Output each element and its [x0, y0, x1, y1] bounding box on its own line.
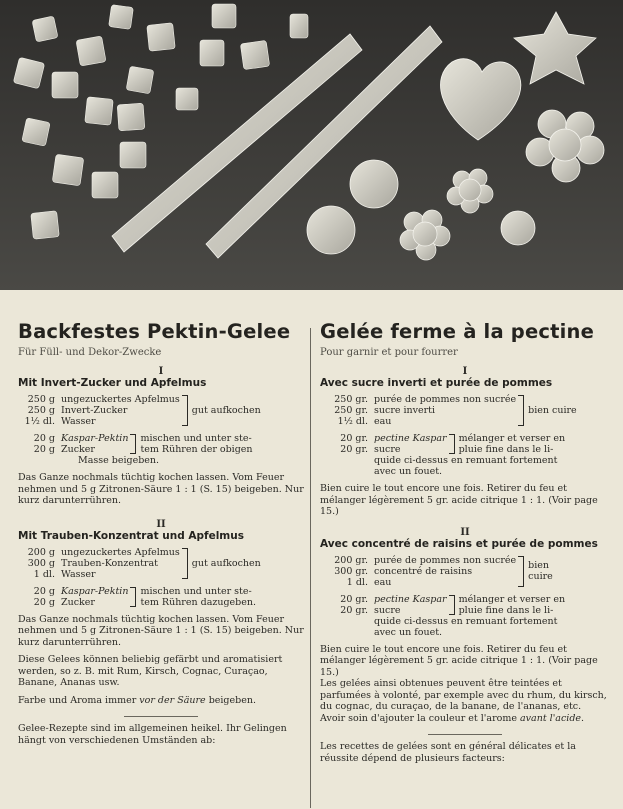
german-subtitle: Für Füll- und Dekor-Zwecke [18, 347, 162, 358]
brace [518, 556, 524, 587]
instruction-line: bien [528, 560, 550, 571]
ingredient: purée de pommes non sucrée [374, 554, 517, 566]
recipe-page [0, 290, 623, 809]
french-part2-text: Bien cuire le tout encore une fois. Retirer du feu et mélanger légèrement 5 gr. acide citrique 1 : 1. (Voir page 15.) [320, 643, 598, 678]
qty: 1 dl. [346, 576, 368, 588]
note-emphasis: avant l'acide. [520, 712, 585, 724]
german-part1-number: I [158, 366, 164, 377]
instruction-line: pluie fine dans le li- [458, 444, 554, 455]
french-color-note [320, 713, 610, 725]
qty: 20 gr. [340, 433, 368, 444]
german-color-note [18, 695, 304, 707]
german-part1-ingredients-a [18, 394, 304, 427]
ingredient: Trauben-Konzentrat [61, 557, 158, 569]
german-part2-number: II [156, 518, 166, 530]
qty: 1 dl. [33, 568, 55, 580]
french-subtitle: Pour garnir et pour fourrer [320, 347, 458, 358]
french-part1-heading: Avec sucre inverti et purée de pommes [320, 377, 553, 389]
qty: 250 g [27, 394, 55, 405]
brace [130, 434, 136, 454]
instruction-line: pluie fine dans le li- [458, 604, 554, 616]
german-title: Backfestes Pektin-Gelee [18, 320, 291, 343]
brace [182, 395, 188, 426]
ingredient: Zucker [61, 596, 95, 608]
brace [449, 595, 455, 615]
ingredient: ungezuckertes Apfelmus [61, 546, 180, 558]
instruction: gut aufkochen [191, 405, 261, 416]
ingredient: ungezuckertes Apfelmus [61, 394, 180, 405]
german-aroma-text: Diese Gelees können beliebig gefärbt und aromatisiert werden, so z. B. mit Rum, Kirsch, Cognac, Curaçao, Banane, Ananas usw. [18, 654, 283, 688]
german-part2-heading: Mit Trauben-Konzentrat und Apfelmus [18, 529, 244, 542]
french-part1-number: I [462, 366, 468, 377]
french-aroma-text: Les gelées ainsi obtenues peuvent être teintées et parfumées à volonté, par exemple avec du rhum, du kirsch, du cognac, du curaçao, de la banane, de l'ananas, etc. [320, 678, 607, 712]
french-column [320, 320, 610, 764]
note-text: beigeben. [208, 694, 256, 706]
german-part2-text: Das Ganze nochmals tüchtig kochen lassen. Vom Feuer nehmen und 5 g Zitronen-Säure 1 : 1 (S. 15) beigeben. Nur kurz darunterrühren. [18, 613, 304, 648]
french-part2-ingredients-b [320, 594, 610, 616]
separator-rule [124, 716, 198, 717]
qty: 250 g [27, 405, 55, 416]
ingredient: sucre [374, 604, 401, 616]
german-part2-ingredients-a [18, 547, 304, 580]
ingredient: pectine Kaspar [374, 433, 447, 444]
french-part1-ingredients-a [320, 394, 610, 427]
instruction: gut aufkochen [191, 557, 261, 569]
qty: 20 gr. [340, 444, 368, 455]
german-column [18, 320, 304, 746]
note-text: Avoir soin d'ajouter la couleur et l'arome [320, 712, 517, 724]
ingredient: eau [374, 416, 392, 427]
instruction-line: Masse beigeben. [78, 455, 160, 466]
qty: 20 gr. [340, 604, 368, 616]
ingredient: pectine Kaspar [374, 593, 447, 605]
brace [449, 434, 455, 454]
brace [182, 548, 188, 579]
qty: 20 g [33, 585, 55, 597]
jelly-photo [0, 0, 623, 290]
ingredient: eau [374, 576, 392, 588]
german-footer-text: Gelee-Rezepte sind im allgemeinen heikel. Ihr Gelingen hängt von verschiedenen Umständen ab: [18, 723, 287, 746]
qty: 250 gr. [334, 394, 368, 405]
qty: 200 g [27, 546, 55, 558]
ingredient: Kaspar-Pektin [61, 585, 129, 597]
french-title: Gelée ferme à la pectine [320, 320, 595, 343]
german-part1-heading: Mit Invert-Zucker und Apfelmus [18, 377, 207, 389]
qty: 20 g [33, 596, 55, 608]
column-divider [310, 328, 311, 808]
instruction-line: mélanger et verser en [458, 593, 566, 605]
french-part1-ingredients-b [320, 433, 610, 455]
instruction-line: avec un fouet. [374, 466, 443, 477]
french-part2-ingredients-a [320, 555, 610, 588]
ingredient: Wasser [61, 568, 96, 580]
german-part2-ingredients-b [18, 586, 304, 608]
qty: 250 gr. [334, 405, 368, 416]
instruction-line: mischen und unter ste- [140, 433, 252, 444]
instruction: bien cuire [528, 405, 577, 416]
qty: 1½ dl. [24, 416, 55, 427]
qty: 300 g [27, 557, 55, 569]
separator-rule [428, 734, 502, 735]
german-part1-ingredients-b [18, 433, 304, 455]
note-text: Farbe und Aroma immer [18, 694, 137, 706]
ingredient: concentré de raisins [374, 565, 473, 577]
ingredient: sucre [374, 444, 401, 455]
french-part1-text: Bien cuire le tout encore une fois. Retirer du feu et mélanger légèrement 5 gr. acide citrique 1 : 1. (Voir page 15.) [320, 483, 598, 517]
instruction-line: mélanger et verser en [458, 433, 566, 444]
ingredient: Zucker [61, 444, 95, 455]
ingredient: purée de pommes non sucrée [374, 394, 517, 405]
pectin-jelly-shapes-photo [0, 0, 623, 290]
french-part2-heading: Avec concentré de raisins et purée de pommes [320, 537, 598, 550]
brace [130, 587, 136, 607]
qty: 1½ dl. [337, 416, 368, 427]
ingredient: sucre inverti [374, 405, 436, 416]
qty: 200 gr. [334, 554, 368, 566]
instruction-line: quide ci-dessus en remuant fortement [374, 615, 558, 627]
qty: 20 g [33, 444, 55, 455]
instruction-line: quide ci-dessus en remuant fortement [374, 455, 558, 466]
note-emphasis: vor der Säure [139, 694, 206, 706]
qty: 300 gr. [334, 565, 368, 577]
brace [518, 395, 524, 426]
ingredient: Invert-Zucker [61, 405, 128, 416]
qty: 20 g [33, 433, 55, 444]
instruction-line: mischen und unter ste- [140, 585, 252, 597]
ingredient: Kaspar-Pektin [61, 433, 129, 444]
french-footer-text: Les recettes de gelées sont en général délicates et la réussite dépend de plusieurs facteurs: [320, 741, 576, 764]
instruction-line: tem Rühren dazugeben. [140, 596, 257, 608]
instruction-line: avec un fouet. [374, 626, 443, 638]
qty: 20 gr. [340, 593, 368, 605]
french-part2-number: II [460, 526, 470, 538]
instruction-line: cuire [528, 571, 553, 582]
ingredient: Wasser [61, 416, 96, 427]
instruction-line: tem Rühren der obigen [140, 444, 253, 455]
german-part1-text: Das Ganze nochmals tüchtig kochen lassen. Vom Feuer nehmen und 5 g Zitronen-Säure 1 : 1 (S. 15) beigeben. Nur kurz darunterrühren. [18, 472, 304, 506]
